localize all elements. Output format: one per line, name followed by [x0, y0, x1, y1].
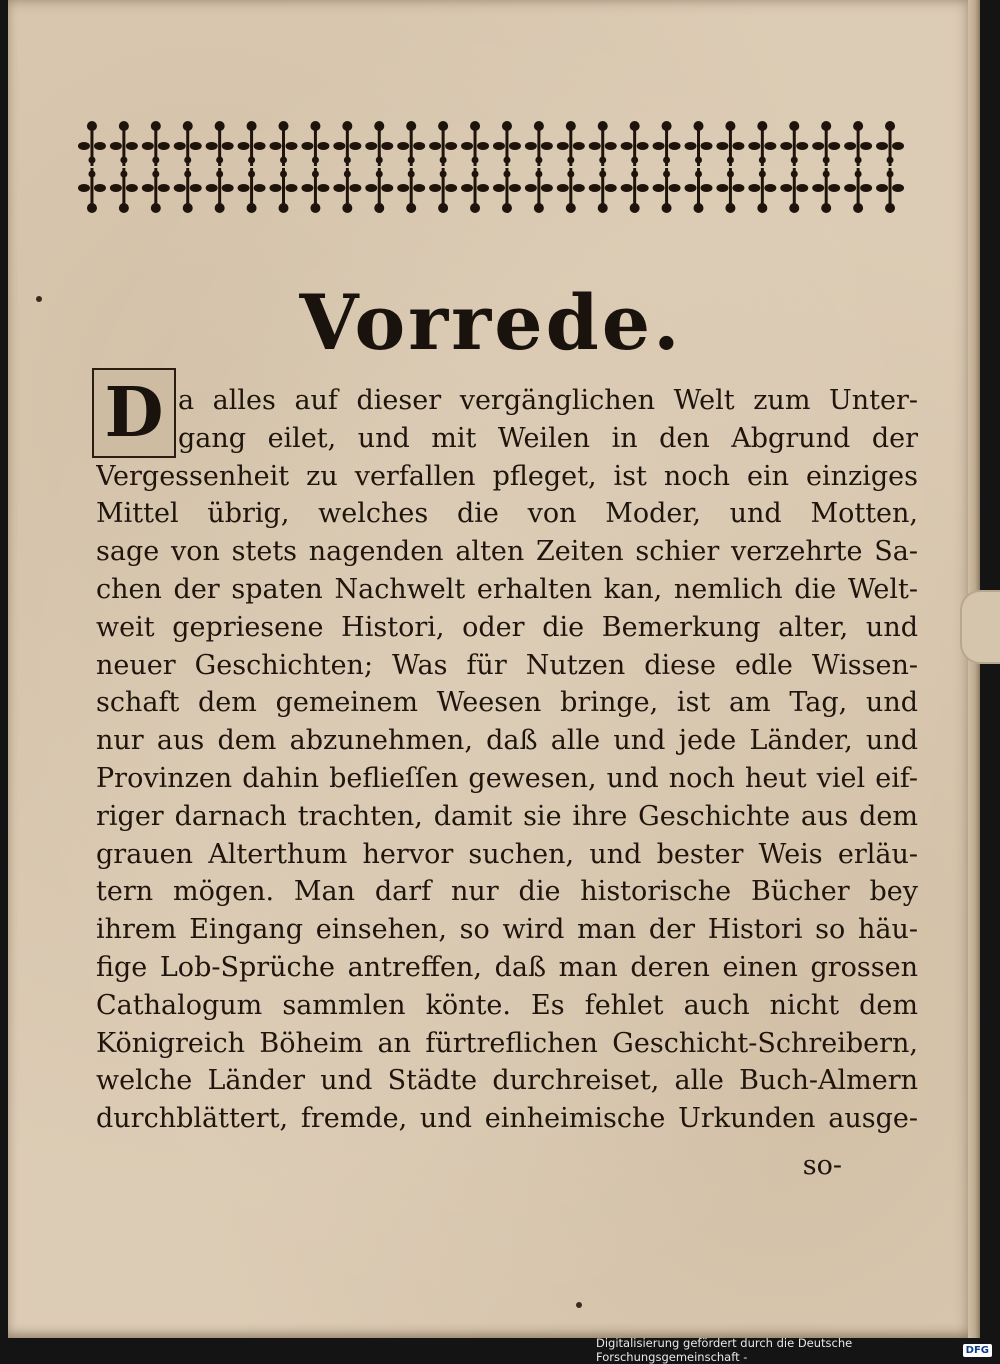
- fleuron-ornament: [270, 121, 298, 166]
- fleuron-ornament: [142, 168, 170, 213]
- text-line: gang eilet, und mit Weilen in den Abgrund der: [178, 422, 918, 454]
- ink-dot: [576, 1302, 582, 1308]
- footer-credit: Digitalisierung gefördert durch die Deutsche Forschungsgemeinschaft -: [596, 1336, 853, 1364]
- fleuron-ornament: [206, 121, 234, 166]
- fleuron-ornament: [206, 168, 234, 213]
- fleuron-ornament: [333, 168, 361, 213]
- ink-dot: [36, 296, 42, 302]
- text-line: schaft dem gemeinem Weesen bringe, ist am Tag, und: [96, 687, 918, 719]
- text-line: weit gepriesene Histori, oder die Bemerkung alter, und: [96, 611, 918, 643]
- fleuron-ornament: [238, 168, 266, 213]
- fleuron-ornament: [461, 168, 489, 213]
- text-line: sage von stets nagenden alten Zeiten schier verzehrte Sa-: [96, 536, 918, 568]
- page-heading: Vorrede.: [299, 278, 683, 367]
- text-line: fige Lob-Sprüche antreffen, daß man deren einen grossen: [96, 951, 918, 983]
- fleuron-ornament: [876, 121, 904, 166]
- fleuron-ornament: [270, 168, 298, 213]
- fleuron-ornament: [844, 168, 872, 213]
- fleuron-ornament: [685, 121, 713, 166]
- fleuron-ornament: [365, 168, 393, 213]
- text-line: Mittel übrig, welches die von Moder, und Motten,: [96, 498, 918, 530]
- fleuron-ornament: [780, 168, 808, 213]
- dfg-logo: DFG: [963, 1344, 992, 1357]
- text-line: durchblättert, fremde, und einheimische Urkunden ausge-: [96, 1103, 918, 1135]
- fleuron-ornament: [365, 121, 393, 166]
- text-line: a alles auf dieser vergänglichen Welt zum Unter-: [178, 385, 918, 416]
- text-line: neuer Geschichten; Was für Nutzen diese edle Wissen-: [96, 649, 918, 681]
- text-line: tern mögen. Man darf nur die historische Bücher bey: [96, 876, 918, 908]
- text-line: Cathalogum sammlen könte. Es fehlet auch nicht dem: [96, 989, 918, 1021]
- fleuron-ornament: [493, 168, 521, 213]
- fleuron-ornament: [461, 121, 489, 166]
- text-line: Vergessenheit zu verfallen pfleget, ist noch ein einziges: [96, 460, 918, 492]
- fleuron-ornament: [716, 168, 744, 213]
- fleuron-ornament: [812, 168, 840, 213]
- fleuron-ornament: [333, 121, 361, 166]
- fleuron-ornament: [876, 168, 904, 213]
- fleuron-ornament: [685, 168, 713, 213]
- digitization-footer: [596, 1336, 992, 1364]
- fleuron-ornament: [589, 121, 617, 166]
- decorative-ornament-band: [76, 118, 906, 216]
- fleuron-ornament: [748, 121, 776, 166]
- fleuron-ornament: [429, 168, 457, 213]
- fleuron-ornament: [621, 121, 649, 166]
- fleuron-ornament: [748, 168, 776, 213]
- fleuron-ornament: [301, 121, 329, 166]
- fleuron-ornament: [844, 121, 872, 166]
- fleuron-ornament: [78, 121, 106, 166]
- fleuron-ornament: [397, 121, 425, 166]
- fleuron-ornament: [525, 121, 553, 166]
- fleuron-ornament: [493, 121, 521, 166]
- fleuron-ornament: [238, 121, 266, 166]
- fleuron-ornament: [812, 121, 840, 166]
- text-line: ihrem Eingang einsehen, so wird man der Histori so häu-: [96, 914, 918, 946]
- fleuron-ornament: [653, 168, 681, 213]
- fleuron-ornament: [589, 168, 617, 213]
- text-line: nur aus dem abzunehmen, daß alle und jede Länder, und: [96, 725, 918, 757]
- fleuron-ornament: [716, 121, 744, 166]
- drop-cap: D: [92, 368, 176, 458]
- fleuron-ornament: [780, 121, 808, 166]
- fleuron-ornament: [110, 121, 138, 166]
- fleuron-ornament: [78, 168, 106, 213]
- fleuron-ornament: [142, 121, 170, 166]
- fleuron-ornament: [301, 168, 329, 213]
- catchword: so-: [802, 1150, 842, 1181]
- text-line: Provinzen dahin beflieſſen gewesen, und noch heut viel eif-: [96, 762, 918, 794]
- fleuron-ornament: [525, 168, 553, 213]
- fleuron-ornament: [653, 121, 681, 166]
- text-line: welche Länder und Städte durchreiset, alle Buch-Almern: [96, 1065, 918, 1097]
- fleuron-ornament: [110, 168, 138, 213]
- text-line: riger darnach trachten, damit sie ihre Geschichte aus dem: [96, 800, 918, 832]
- page-tab-mark: [960, 590, 1000, 664]
- page-edge: [968, 0, 980, 1338]
- fleuron-ornament: [621, 168, 649, 213]
- fleuron-ornament: [174, 121, 202, 166]
- fleuron-ornament: [397, 168, 425, 213]
- fleuron-ornament: [557, 168, 585, 213]
- body-text: [96, 382, 918, 1138]
- text-line: chen der spaten Nachwelt erhalten kan, nemlich die Welt-: [96, 573, 918, 605]
- text-line: grauen Alterthum hervor suchen, und bester Weis erläu-: [96, 838, 918, 870]
- fleuron-ornament: [174, 168, 202, 213]
- text-line: Königreich Böheim an fürtreflichen Geschicht-Schreibern,: [96, 1027, 918, 1059]
- book-page: [8, 0, 974, 1338]
- fleuron-ornament: [429, 121, 457, 166]
- fleuron-ornament: [557, 121, 585, 166]
